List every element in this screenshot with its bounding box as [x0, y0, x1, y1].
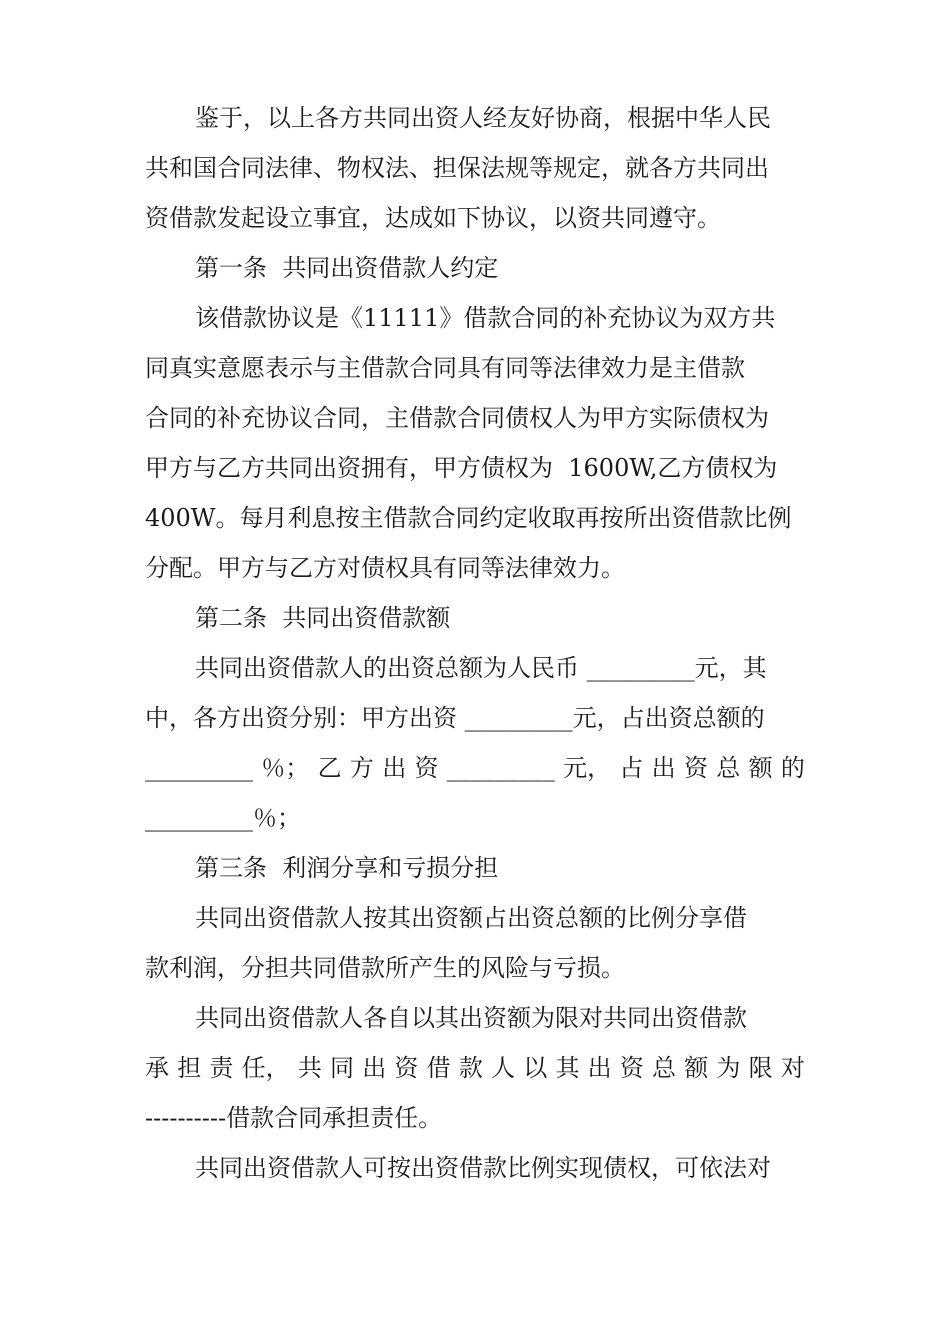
text-segment: 限: [748, 1054, 773, 1082]
paragraph-6-line-1: 共同出资借款人可按出资借款比例实现债权，可依法对: [195, 1154, 771, 1182]
paragraph-5-line-1: 共同出资借款人各自以其出资额为限对共同出资借款: [195, 1004, 747, 1032]
text-segment: 额: [748, 754, 773, 782]
paragraph-3-line-4: _________％；: [145, 804, 301, 832]
paragraph-2-line-4: 甲方与乙方共同出资拥有，甲方债权为 1600W,乙方债权为: [145, 454, 778, 482]
text-segment: 其: [555, 1054, 580, 1082]
paragraph-3-line-2: 中，各方出资分别：甲方出资 _________元，占出资总额的: [145, 704, 765, 732]
paragraph-4-line-1: 共同出资借款人按其出资额占出资总额的比例分享借: [195, 904, 747, 932]
text-segment: 人: [491, 1054, 516, 1082]
text-segment: 资: [619, 1054, 644, 1082]
text-segment: 款: [458, 1054, 483, 1082]
text-segment: 出: [382, 754, 407, 782]
text-segment: 总: [716, 754, 741, 782]
paragraph-2-line-2: 同真实意愿表示与主借款合同具有同等法律效力是主借款: [145, 354, 745, 382]
text-segment: 出: [362, 1054, 387, 1082]
text-segment: 担: [177, 1054, 202, 1082]
text-segment: 借: [426, 1054, 451, 1082]
text-segment: 方: [349, 754, 374, 782]
text-segment: 资: [683, 754, 708, 782]
text-segment: 同: [330, 1054, 355, 1082]
text-segment: 任，: [241, 1054, 290, 1082]
paragraph-2-line-5: 400W。每月利息按主借款合同约定收取再按所出资借款比例: [145, 504, 792, 532]
text-segment: 总: [652, 1054, 677, 1082]
text-segment: 对: [780, 1054, 805, 1082]
text-segment: ％；: [261, 754, 310, 782]
article-3-heading: 第三条 利润分享和亏损分担: [195, 854, 499, 882]
text-segment: 出: [651, 754, 676, 782]
paragraph-1-line-1: 鉴于，以上各方共同出资人经友好协商，根据中华人民: [195, 104, 771, 132]
text-segment: 资: [414, 754, 439, 782]
article-2-heading: 第二条 共同出资借款额: [195, 604, 451, 632]
text-segment: 乙: [317, 754, 342, 782]
paragraph-2-line-1: 该借款协议是《11111》借款合同的补充协议为双方共: [195, 304, 776, 332]
paragraph-5-line-3: ----------借款合同承担责任。: [145, 1104, 443, 1132]
blank-field: _________: [446, 754, 555, 782]
text-segment: 以: [523, 1054, 548, 1082]
paragraph-4-line-2: 款利润，分担共同借款所产生的风险与亏损。: [145, 954, 625, 982]
paragraph-2-line-3: 合同的补充协议合同，主借款合同债权人为甲方实际债权为: [145, 404, 769, 432]
text-segment: 额: [684, 1054, 709, 1082]
paragraph-3-line-1: 共同出资借款人的出资总额为人民币 _________元，其: [195, 654, 767, 682]
text-segment: 资: [394, 1054, 419, 1082]
text-segment: 承: [145, 1054, 169, 1082]
text-segment: 占: [619, 754, 644, 782]
paragraph-2-line-6: 分配。甲方与乙方对债权具有同等法律效力。: [145, 554, 625, 582]
paragraph-5-line-2: [145, 1053, 805, 1083]
text-segment: 责: [209, 1054, 234, 1082]
blank-field: _________: [145, 754, 253, 782]
paragraph-1-line-3: 资借款发起设立事宜，达成如下协议，以资共同遵守。: [145, 204, 721, 232]
paragraph-3-line-3: [145, 753, 805, 783]
article-1-heading: 第一条 共同出资借款人约定: [195, 254, 499, 282]
text-segment: 元，: [563, 754, 612, 782]
paragraph-1-line-2: 共和国合同法律、物权法、担保法规等规定，就各方共同出: [145, 154, 769, 182]
text-segment: 为: [716, 1054, 741, 1082]
text-segment: 出: [587, 1054, 612, 1082]
text-segment: 共: [297, 1054, 322, 1082]
text-segment: 的: [780, 754, 805, 782]
